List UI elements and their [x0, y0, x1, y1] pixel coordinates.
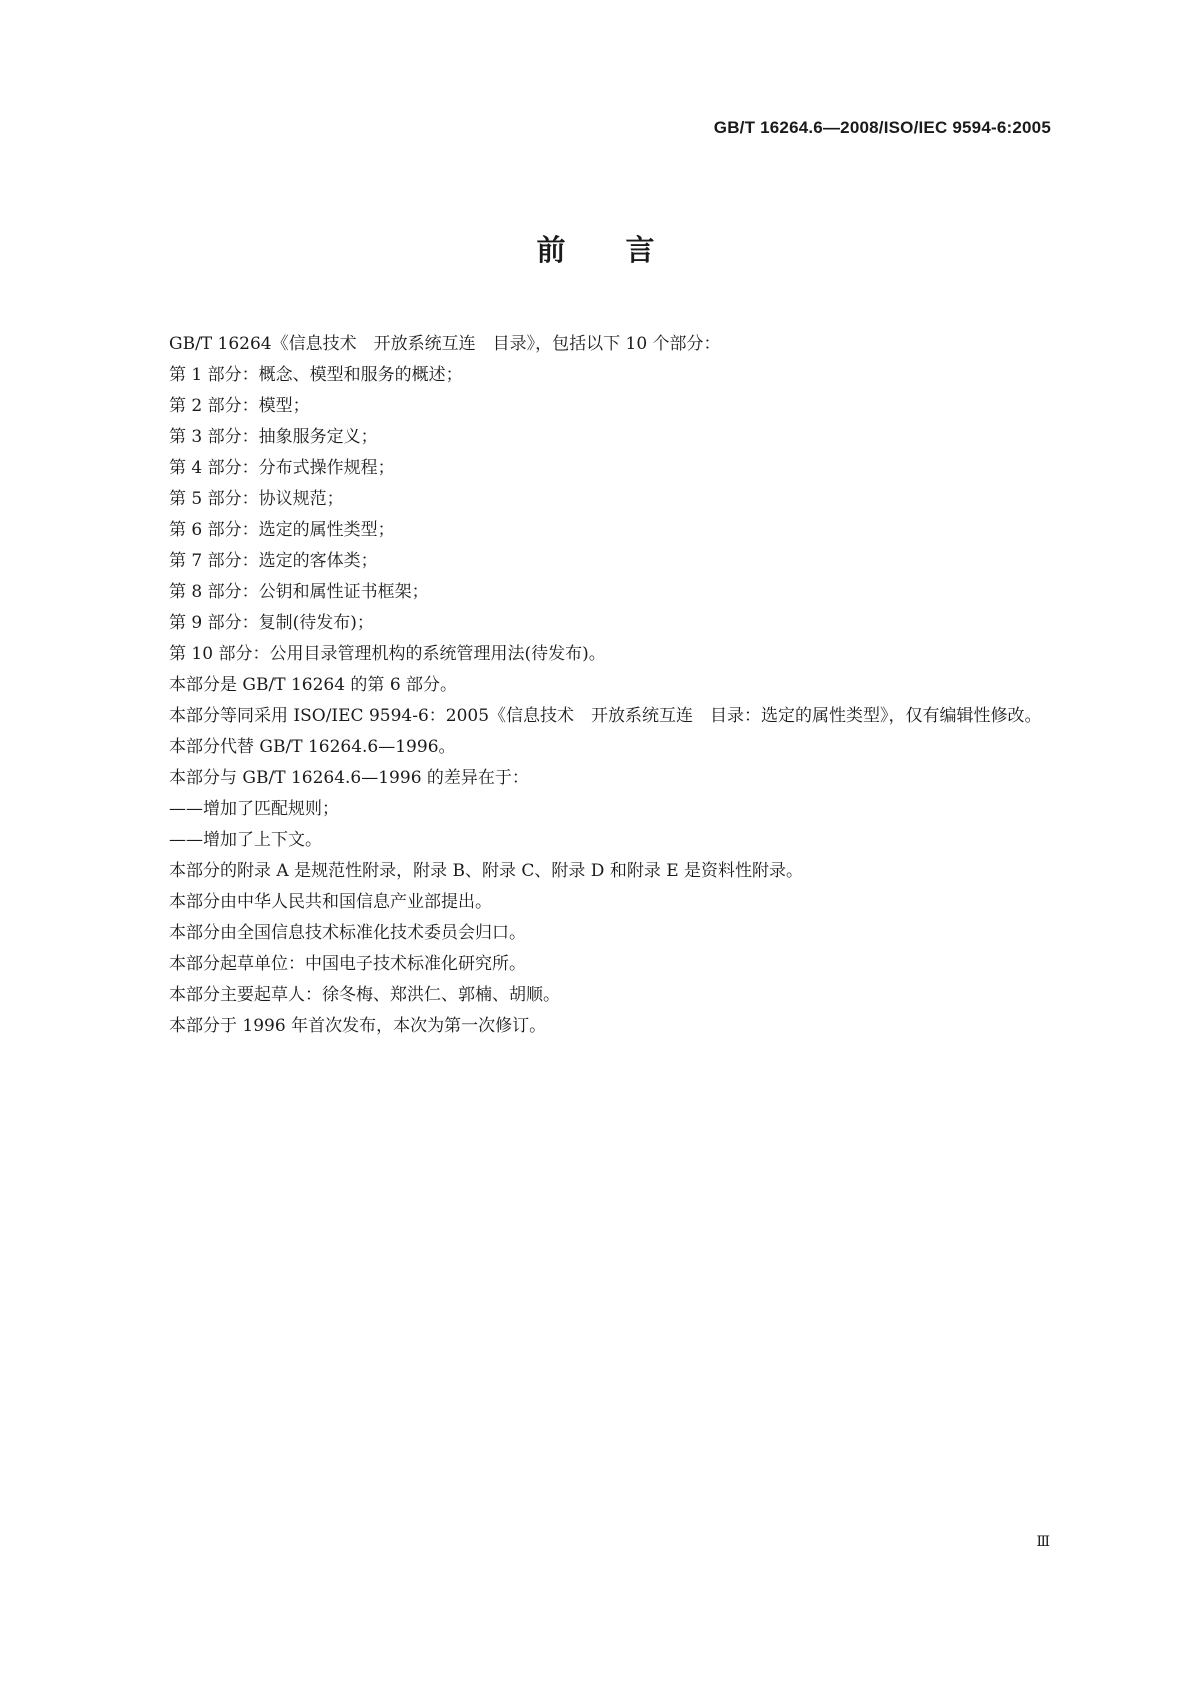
paragraph-part-8: 第 8 部分：公钥和属性证书框架；	[169, 582, 429, 602]
paragraph-part-7: 第 7 部分：选定的客体类；	[169, 551, 378, 571]
standard-code-header: GB/T 16264.6—2008/ISO/IEC 9594-6:2005	[713, 118, 1051, 137]
paragraph-difference-item: ——增加了上下文。	[169, 830, 322, 850]
paragraph-proposed-by: 本部分由中华人民共和国信息产业部提出。	[169, 892, 492, 912]
paragraph-part-2: 第 2 部分：模型；	[169, 396, 310, 416]
foreword-body	[135, 329, 1065, 1042]
paragraph-difference-item: ——增加了匹配规则；	[169, 799, 339, 819]
paragraph-replaces: 本部分代替 GB/T 16264.6—1996。	[169, 737, 456, 757]
paragraph-part-6: 第 6 部分：选定的属性类型；	[169, 520, 395, 540]
paragraph-part-1: 第 1 部分：概念、模型和服务的概述；	[169, 365, 463, 385]
paragraph-adoption: 本部分等同采用 ISO/IEC 9594-6：2005《信息技术 开放系统互连 目录：选定的属性类型》，仅有编辑性修改。	[169, 706, 1042, 726]
paragraph-part-of-standard: 本部分是 GB/T 16264 的第 6 部分。	[169, 675, 458, 695]
paragraph-drafters: 本部分主要起草人：徐冬梅、郑洪仁、郭楠、胡顺。	[169, 985, 560, 1005]
paragraph-part-4: 第 4 部分：分布式操作规程；	[169, 458, 395, 478]
page-number: Ⅲ	[1036, 1534, 1050, 1550]
paragraph-annexes: 本部分的附录 A 是规范性附录，附录 B、附录 C、附录 D 和附录 E 是资料性附录。	[169, 861, 804, 881]
paragraph-history: 本部分于 1996 年首次发布，本次为第一次修订。	[169, 1016, 547, 1036]
paragraph-centralized-by: 本部分由全国信息技术标准化技术委员会归口。	[169, 923, 526, 943]
paragraph-part-9: 第 9 部分：复制(待发布)；	[169, 613, 374, 633]
paragraph-differences: 本部分与 GB/T 16264.6—1996 的差异在于：	[169, 768, 529, 788]
paragraph-drafting-unit: 本部分起草单位：中国电子技术标准化研究所。	[169, 954, 526, 974]
paragraph-intro: GB/T 16264《信息技术 开放系统互连 目录》，包括以下 10 个部分：	[169, 334, 721, 354]
paragraph-part-3: 第 3 部分：抽象服务定义；	[169, 427, 378, 447]
paragraph-part-10: 第 10 部分：公用目录管理机构的系统管理用法(待发布)。	[169, 644, 606, 664]
paragraph-part-5: 第 5 部分：协议规范；	[169, 489, 344, 509]
page-title: 前言	[536, 233, 715, 267]
